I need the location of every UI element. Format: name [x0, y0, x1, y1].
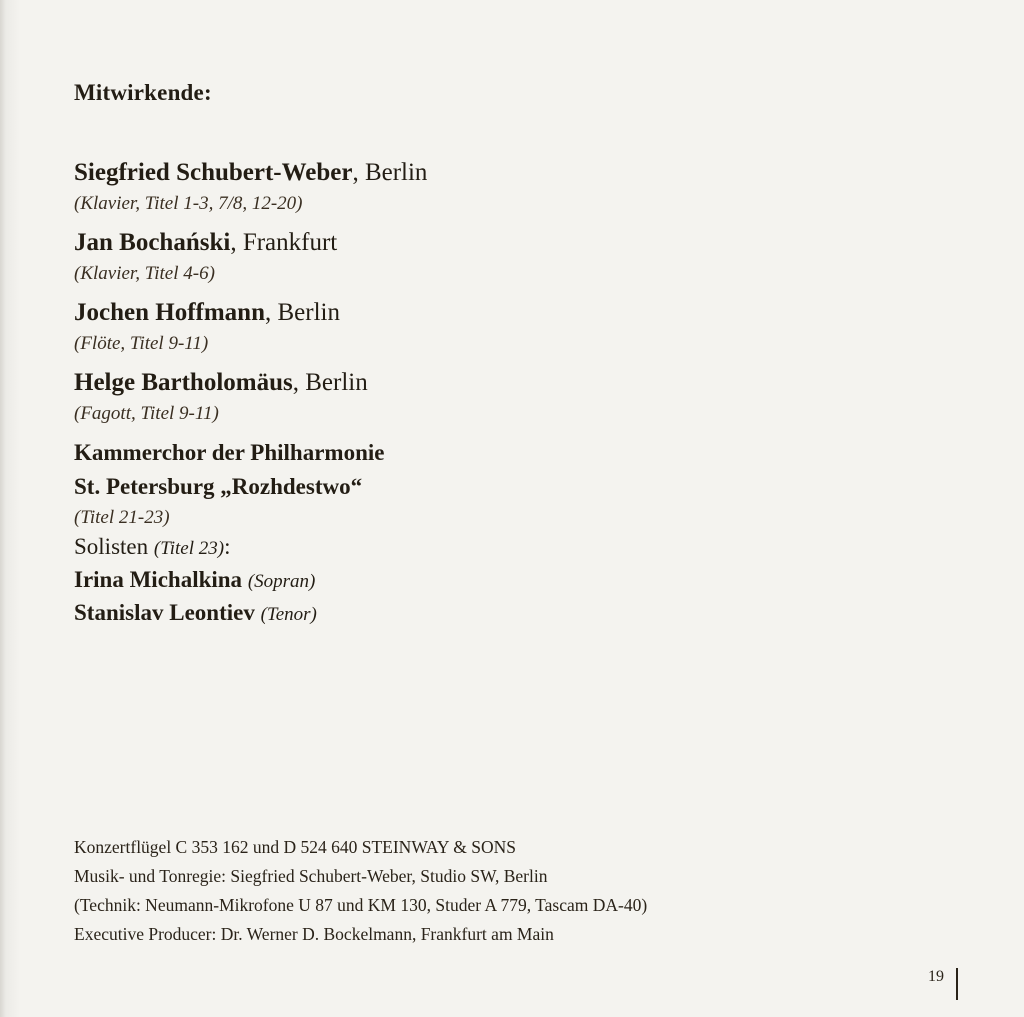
credit-line: (Technik: Neumann-Mikrofone U 87 und KM 130, Studer A 779, Tascam DA-40)	[74, 895, 648, 915]
soloists-label: Solisten	[74, 534, 154, 559]
performer-name: Jochen Hoffmann	[74, 299, 265, 326]
section-heading: Mitwirkende:	[74, 80, 212, 105]
credit-line: Musik- und Tonregie: Siegfried Schubert-Weber, Studio SW, Berlin	[74, 866, 548, 886]
performer-role: (Flöte, Titel 9-11)	[74, 333, 209, 354]
soloist-voice: (Tenor)	[260, 604, 317, 625]
soloist-entry	[74, 597, 774, 630]
performer-location: , Frankfurt	[230, 229, 338, 256]
performer-entry	[74, 296, 774, 358]
performer-entry	[74, 156, 774, 218]
soloist-name: Irina Michalkina	[74, 567, 243, 592]
soloists-tracks: (Titel 23)	[153, 538, 225, 559]
choir-role: (Titel 21-23)	[74, 507, 170, 528]
performer-list	[74, 156, 774, 630]
performer-location: , Berlin	[264, 299, 340, 326]
performer-name: Helge Bartholomäus	[74, 369, 293, 396]
soloists-suffix: :	[224, 534, 231, 559]
credit-line: Executive Producer: Dr. Werner D. Bockelmann, Frankfurt am Main	[74, 924, 554, 944]
performer-name: Siegfried Schubert-Weber	[74, 159, 353, 186]
performer-role: (Fagott, Titel 9-11)	[74, 403, 219, 424]
page-number-rule	[956, 968, 958, 1000]
performer-location: , Berlin	[292, 369, 368, 396]
production-credits	[74, 833, 934, 949]
page-number: 19	[928, 968, 944, 985]
soloist-entry	[74, 564, 774, 597]
soloists-heading	[74, 532, 774, 564]
soloist-voice: (Sopran)	[247, 571, 316, 592]
choir-name-line-2: St. Petersburg „Rozhdestwo“	[74, 474, 363, 499]
performer-entry	[74, 366, 774, 428]
performer-role: (Klavier, Titel 1-3, 7/8, 12-20)	[74, 193, 303, 214]
choir-name-line-1: Kammerchor der Philharmonie	[74, 440, 385, 465]
performer-role: (Klavier, Titel 4-6)	[74, 263, 215, 284]
choir-entry	[74, 436, 774, 532]
soloist-name: Stanislav Leontiev	[74, 600, 255, 625]
performer-entry	[74, 226, 774, 288]
performer-name: Jan Bochański	[74, 229, 231, 256]
credit-line: Konzertflügel C 353 162 und D 524 640 STEINWAY & SONS	[74, 837, 517, 857]
performer-location: , Berlin	[352, 159, 428, 186]
